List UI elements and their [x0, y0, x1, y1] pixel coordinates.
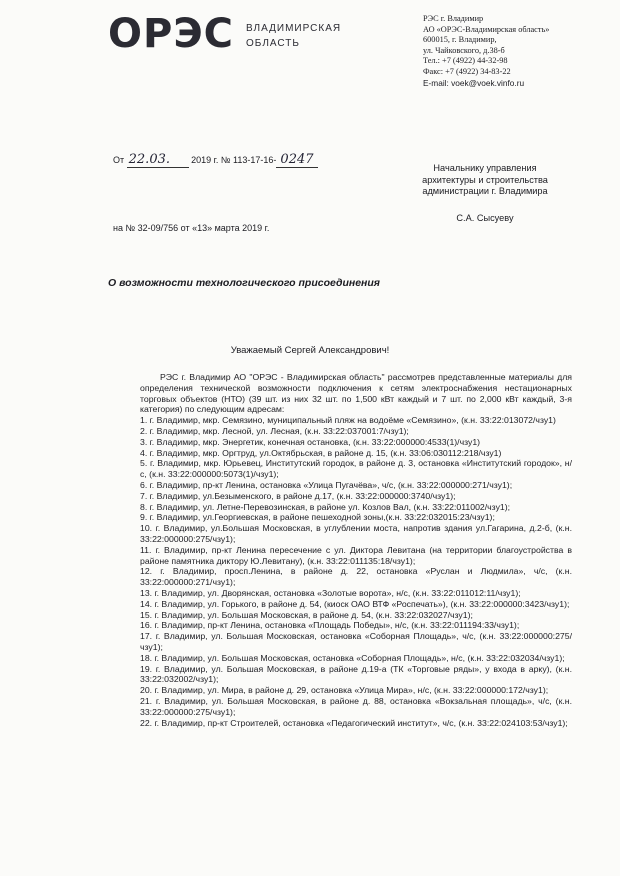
contact-line: 600015, г. Владимир,	[423, 35, 497, 45]
contact-line: Факс: +7 (4922) 34-83-22	[423, 66, 511, 76]
address-item: 8. г. Владимир, ул. Летне-Перевозинская, в районе ул. Козлов Вал, (к.н. 33:22:011002/чзу1);	[140, 501, 511, 512]
address-item: 15. г. Владимир, ул. Большая Московская, в районе д. 54, (к.н. 33:22:032027/чзу1);	[140, 609, 473, 620]
reply-reference: на № 32-09/756 от «13» марта 2019 г.	[113, 223, 270, 233]
address-item: 5. г. Владимир, мкр. Юрьевец, Институтский городок, в районе д. 3, остановка «Институтский городок», н/с, (к.н. 33:22:000000:5073(1)/чзу1);	[140, 458, 572, 480]
recipient-line: администрации г. Владимира	[422, 186, 548, 196]
handwritten-date: 22.03.	[127, 152, 189, 168]
address-item: 21. г. Владимир, ул. Большая Московская, в районе д. 88, остановка «Вокзальная площадь», ч/с, (к.н. 33:22:000000:275/чзу1);	[140, 695, 572, 717]
address-item: 6. г. Владимир, пр-кт Ленина, остановка «Улица Пугачёва», ч/с, (к.н. 33:22:000000:271/чзу1);	[140, 479, 513, 490]
recipient-line: Начальнику управления	[433, 163, 537, 173]
address-item: 11. г. Владимир, пр-кт Ленина пересечение с ул. Диктора Левитана (на территории благоустройства в районе памятника диктору Ю.Левитану), (к.н. 33:22:011135:18/чзу1);	[140, 544, 572, 566]
contact-line: E-mail: voek@voek.vinfo.ru	[423, 77, 525, 88]
address-item: 17. г. Владимир, ул. Большая Московская, остановка «Соборная Площадь», ч/с, (к.н. 33:22:000000:275/чзу1);	[140, 631, 572, 652]
logo: ОРЭС	[108, 11, 235, 57]
contact-line: АО «ОРЭС-Владимирская область»	[423, 24, 550, 34]
address-item: 12. г. Владимир, просп.Ленина, в районе д. 22, остановка «Руслан и Людмила», ч/с, (к.н. 33:22:000000:271/чзу1);	[140, 566, 572, 588]
contact-line: ул. Чайковского, д.38-б	[423, 45, 505, 55]
address-item: 7. г. Владимир, ул.Безыменского, в районе д.17, (к.н. 33:22:000000:3740/чзу1);	[140, 490, 456, 501]
address-item: 4. г. Владимир, мкр. Оргтруд, ул.Октябрьская, в районе д. 15, (к.н. 33:06:030112:218/чзу1)	[140, 447, 502, 458]
logo-subtitle-line-1: ВЛАДИМИРСКАЯ	[246, 23, 342, 34]
logo-subtitle-line-2: ОБЛАСТЬ	[246, 38, 300, 49]
from-label: От	[113, 155, 125, 165]
outgoing-number-line	[113, 152, 318, 168]
address-item: 3. г. Владимир, мкр. Энергетик, конечная остановка, (к.н. 33:22:000000:4533(1)/чзу1)	[140, 436, 481, 447]
contacts-block	[423, 14, 549, 88]
contact-line: Тел.: +7 (4922) 44-32-98	[423, 56, 508, 66]
intro-paragraph: РЭС г. Владимир АО "ОРЭС - Владимирская область" рассмотрев представленные материалы для определения технической возможности подключения к сетям электроснабжения нестационарных торговых объектов (НТО) (39 шт. из них 32 шт. по 1,500 кВт каждый и 7 шт. по 2,000 кВт каждый, 3-я категория) по следующим адресам:	[140, 372, 572, 415]
letter-body	[140, 372, 572, 728]
address-item: 19. г. Владимир, ул. Большая Московская, в районе д.19-а (ТК «Торговые ряды», у входа в арку), (к.н. 33:22:032002/чзу1);	[140, 663, 572, 685]
recipient-line: архитектуры и строительства	[422, 174, 548, 185]
year-number-label: 2019 г. №	[191, 155, 231, 165]
address-item: 13. г. Владимир, ул. Дворянская, остановка «Золотые ворота», н/с, (к.н. 33:22:011012:11/чзу1);	[140, 587, 521, 598]
address-item: 14. г. Владимир, ул. Горького, в районе д. 54, (киоск ОАО ВТФ «Роспечать»), (к.н. 33:22:000000:3423/чзу1);	[140, 598, 570, 609]
address-item: 10. г. Владимир, ул.Большая Московская, в углублении моста, напротив здания ул.Гагарина, д.2-б, (к.н. 33:22:000000:275/чзу1);	[140, 523, 572, 544]
address-item: 18. г. Владимир, ул. Большая Московская, остановка «Соборная Площадь», н/с, (к.н. 33:22:032034/чзу1);	[140, 652, 565, 663]
address-item: 22. г. Владимир, пр-кт Строителей, остановка «Педагогический институт», ч/с, (к.н. 33:22:024103:53/чзу1);	[140, 717, 568, 728]
greeting: Уважаемый Сергей Александрович!	[230, 345, 390, 356]
printed-number: 113-17-16-	[233, 155, 277, 165]
address-item: 1. г. Владимир, мкр. Семязино, муниципальный пляж на водоёме «Семязино», (к.н. 33:22:013072/чзу1)	[140, 415, 556, 426]
recipient-block	[380, 163, 590, 224]
address-item: 2. г. Владимир, мкр. Лесной, ул. Лесная, (к.н. 33:22:037001:7/чзу1);	[140, 425, 409, 436]
address-item: 16. г. Владимир, пр-кт Ленина, остановка «Площадь Победы», н/с, (к.н. 33:22:011194:33/чзу1);	[140, 620, 520, 631]
address-item: 20. г. Владимир, ул. Мира, в районе д. 29, остановка «Улица Мира», н/с, (к.н. 33:22:000000:172/чзу1);	[140, 685, 549, 696]
address-item: 9. г. Владимир, ул.Георгиевская, в районе пешеходной зоны,(к.н. 33:22:032015:23/чзу1);	[140, 512, 495, 523]
recipient-name: С.А. Сысуеву	[456, 212, 514, 223]
handwritten-number: 0247	[276, 152, 317, 168]
contact-line: РЭС г. Владимир	[423, 14, 484, 23]
letter-subject: О возможности технологического присоединения	[108, 277, 380, 289]
